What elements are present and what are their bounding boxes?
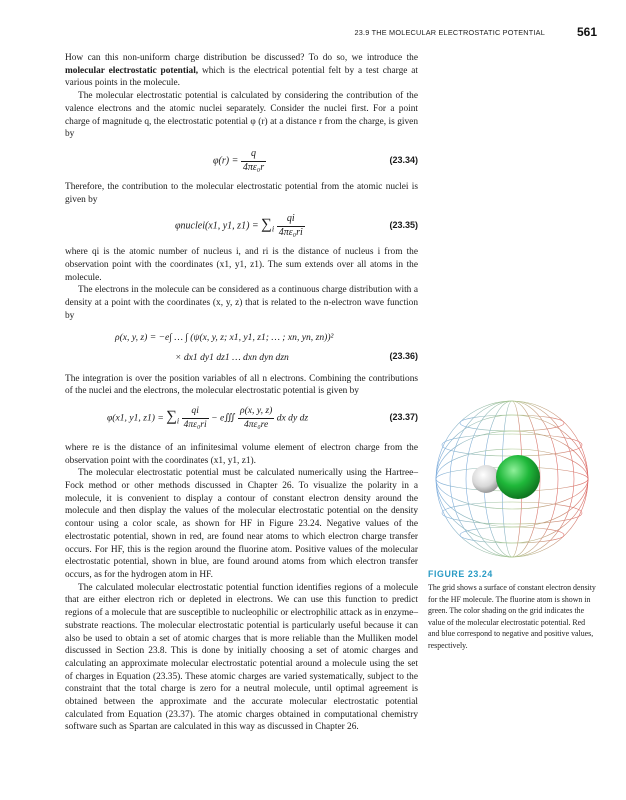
- eq2-fraction: $\frac{qi}{\text{4πε₀ri}}$: [278, 213, 303, 239]
- equation-23-37: φ(x1, y1, $z1) = \sum_i$ $\frac{qi}{\text{4πε₀ri}}$ − e∭ $\frac{\rho(x, y, z)}{\text{4πε₀re}}$ dx dy dz (23.37): [107, 404, 418, 430]
- eq1-lhs: φ(r) =: [213, 155, 239, 167]
- eq2-sum: ∑: [261, 216, 272, 233]
- eq4-differentials: dx dy dz: [276, 412, 309, 424]
- equation-23-34: [65, 144, 418, 178]
- section-title: 23.9 THE MOLECULAR ELECTROSTATIC POTENTIAL: [354, 28, 545, 37]
- paragraph-9: The calculated molecular electrostatic potential function identifies regions of a molecule that are either electron rich or depleted in electrons. We can use this function to predict regions of a molecule that are susceptible to nucleophilic or electrophilic attack as in enzyme–substrate reactions. The molecular electrostatic potential is particularly useful because it can also be used to obtain a set of atomic charges that is more reliable than the Mulliken model discussed in Section 23.8. This is done by initially choosing a set of atomic charges and calculating an approximate molecular electrostatic potential around a molecule using the set of charges in Equation (23.35). These atomic charges are varied systematically, subject to the constraint that the total charge is zero for a neutral molecule, until optimal agreement is obtained between the approximate and the accurate molecular electrostatic potential calculated from Equation (23.37). The atomic charges obtained in computational chemistry software such as Spartan are calculated in this way as discussed in Chapter 26.: [65, 582, 418, 733]
- paragraph-8: The molecular electrostatic potential must be calculated numerically using the Hartree–Fock method or other methods discussed in Chapter 26. To visualize the polarity in a molecule, it is convenient to display a contour of constant electron density around the molecule and then display the values of the molecular electrostatic potential on the density contour using a color scale, as shown for HF in Figure 23.24. Negative values of the electrostatic potential, shown in red, are found near atoms to which electron charge transfer occurs. For HF, this is the region around the fluorine atom. Positive values of the molecular electrostatic potential, shown in blue, are found around atoms from which electron transfer occurs, as for the hydrogen atom in HF.: [65, 468, 418, 580]
- equation-23-36: [65, 326, 418, 370]
- paragraph-5: The electrons in the molecule can be considered as a continuous charge distribution with a density at a point with the coordinates (x, y, z) that is related to the n-electron wave function by: [65, 285, 418, 321]
- p1-bold-term: molecular electrostatic potential,: [65, 65, 199, 76]
- p1-text-a: How can this non-uniform charge distribution be discussed? To do so, we introduce the: [65, 53, 418, 63]
- eq4-fraction-1: $\frac{qi}{\text{4πε₀ri}}$: [183, 404, 207, 430]
- figure-title: FIGURE 23.24: [428, 569, 493, 579]
- eq4-label: (23.37): [389, 411, 418, 422]
- figure-23-24-hf-grid: [424, 393, 594, 563]
- paragraph-2: The molecular electrostatic potential is calculated by considering the contribution of the valence electrons and the atomic nuclei separately. Consider the nuclei first. For a point charge of magnitude q, the electrostatic potential φ (r) at a distance r from the charge, is given by: [65, 91, 418, 140]
- main-text-column: [65, 52, 418, 734]
- figure-caption: The grid shows a surface of constant electron density for the HF molecule. The fluorine atom is shown in green. The color shading on the grid indicates the value of the molecular electrostatic potential. Red and blue correspond to negative and positive values, respectively.: [428, 583, 596, 650]
- eq3-label: (23.36): [389, 350, 418, 361]
- page-number: 561: [576, 25, 597, 39]
- paragraph-7: where re is the distance of an infinitesimal volume element of electron charge from the observation point with the coordinates (x1, y1, z1).: [65, 442, 418, 466]
- fluorine-atom: [496, 455, 540, 499]
- hydrogen-atom: [472, 465, 500, 493]
- eq2-label: (23.35): [389, 220, 418, 231]
- eq3-line-2: × dx1 dy1 dz1 … dxn dyn dzn: [175, 352, 289, 364]
- eq1-label: (23.34): [389, 154, 418, 165]
- paragraph-4: where qi is the atomic number of nucleus i, and ri is the distance of nucleus i from the observation point with the coordinates (x1, y1, z1). The sum extends over all atoms in the molecule.: [65, 247, 418, 283]
- running-header: [0, 25, 600, 41]
- eq4-lhs: φ(x1, y1, z1) =: [107, 412, 164, 424]
- eq3-line-1: ρ(x, y, z) = −e∫ … ∫ (ψ(x, y, z; x1, y1, z1; … ; xn, yn, zn))²: [115, 331, 334, 343]
- p1-text-b: which is the electrical potential felt by a test charge at various points in the molecule.: [65, 65, 419, 89]
- eq2-lhs: φnuclei(x1, y1, z1) =: [175, 220, 259, 232]
- eq1-fraction: $\frac{q}{\text{4πε₀r}}$: [242, 147, 265, 173]
- eq4-fraction-2: $\frac{\rho(x, y, z)}{\text{4πε₀re}}$: [239, 404, 273, 430]
- equation-23-35: φnuclei(x1, y1, $z1) = \sum_i$ $\frac{qi}{\text{4πε₀ri}}$ (23.35): [175, 213, 418, 239]
- paragraph-3: Therefore, the contribution to the molecular electrostatic potential from the atomic nuclei is given by: [65, 181, 418, 205]
- eq4-integral: − e∭: [211, 412, 236, 424]
- paragraph-1: [65, 52, 418, 90]
- paragraph-6: The integration is over the position variables of all n electrons. Combining the contributions of the nuclei and the electrons, the molecular electrostatic potential is given by: [65, 373, 418, 397]
